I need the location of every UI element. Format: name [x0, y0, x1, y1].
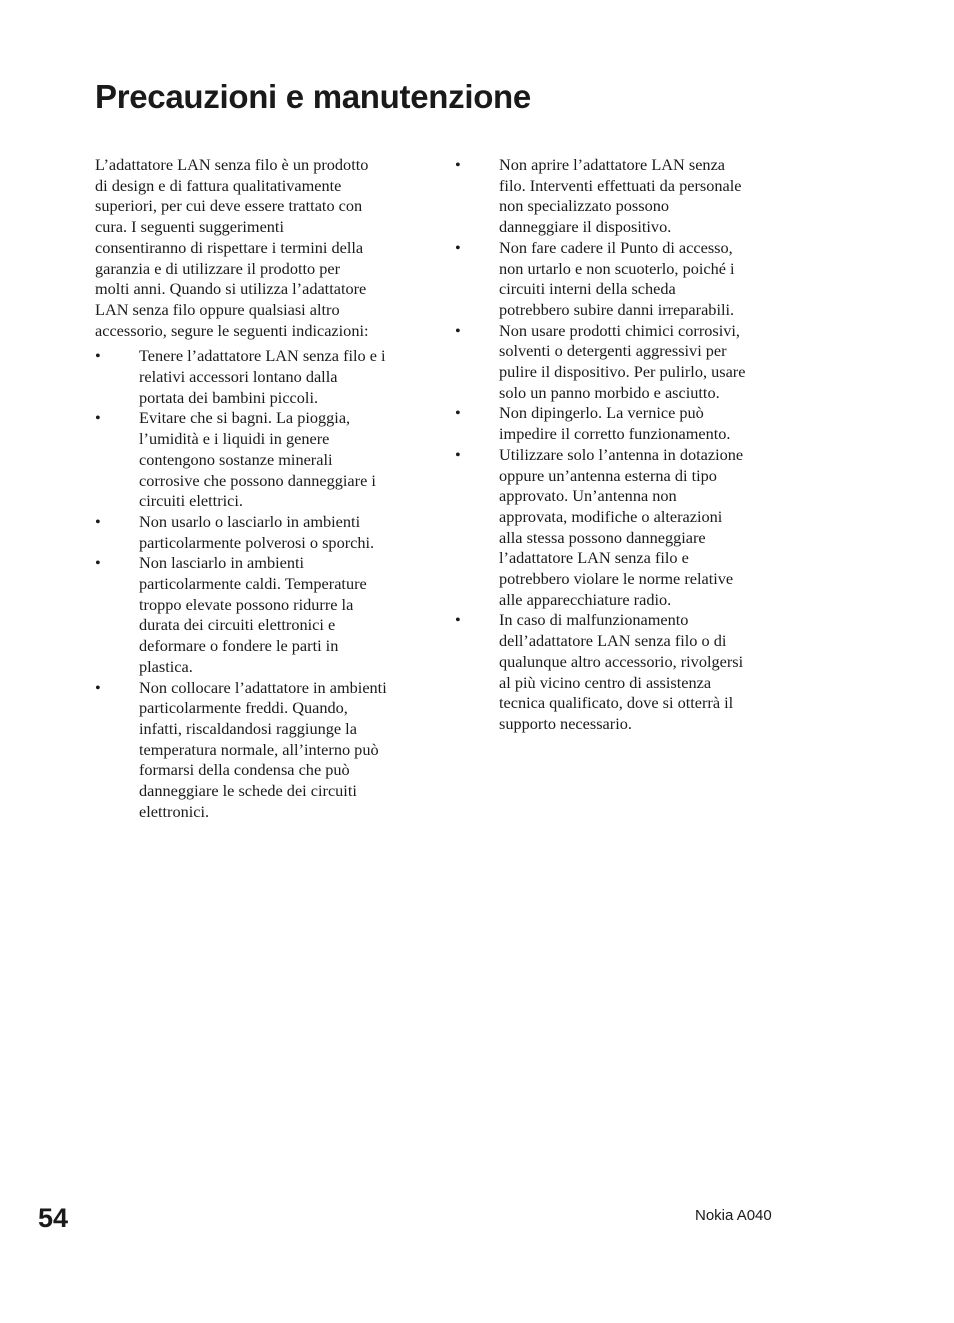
left-column [95, 155, 425, 823]
bullet-text: Non fare cadere il Punto di accesso, non urtarlo e non scuoterlo, poiché i circuiti interni della scheda potrebbero subire danni irreparabili. [499, 237, 735, 319]
bullet-icon: • [455, 320, 461, 340]
footer-product-name: Nokia A040 [695, 1207, 772, 1224]
bullet-item-service-center [455, 610, 785, 734]
bullet-text: Non usare prodotti chimici corrosivi, solventi o detergenti aggressivi per pulire il dispositivo. Per pulirlo, usare solo un panno morbido e asciutto. [499, 320, 746, 402]
bullet-item-do-not-paint [455, 403, 785, 444]
page-number: 54 [38, 1203, 69, 1233]
bullet-icon: • [455, 155, 461, 174]
bullet-icon: • [95, 677, 101, 697]
bullet-text: Non aprire l’adattatore LAN senza filo. Interventi effettuati da personale non specializzato possono danneggiare il dispositivo. [499, 155, 742, 237]
bullet-text: Evitare che si bagni. La pioggia, l’umidità e i liquidi in genere contengono sostanze minerali corrosive che possono danneggiare i circuiti elettrici. [139, 408, 376, 511]
bullet-icon: • [95, 553, 101, 573]
bullet-item-keep-away-from-children [95, 346, 425, 408]
bullet-icon: • [95, 511, 101, 531]
bullet-text: In caso di malfunzionamento dell’adattatore LAN senza filo o di qualunque altro accessorio, rivolgersi al più vicino centro di assistenza tecnica qualificato, dove si otterrà il supporto necessario. [499, 610, 744, 733]
bullet-item-avoid-dust [95, 512, 425, 553]
bullet-text: Non dipingerlo. La vernice può impedire il corretto funzionamento. [499, 403, 731, 444]
bullet-icon: • [455, 403, 461, 423]
right-bullet-list [455, 155, 785, 735]
bullet-icon: • [455, 237, 461, 257]
bullet-item-avoid-heat [95, 553, 425, 677]
bullet-item-approved-antenna [455, 445, 785, 611]
bullet-text: Non collocare l’adattatore in ambienti particolarmente freddi. Quando, infatti, riscaldandosi raggiunge la temperatura normale, all’interno può formarsi della condensa che può danneggiare le schede dei circuiti elettronici. [139, 677, 387, 821]
bullet-text: Non usarlo o lasciarlo in ambienti particolarmente polverosi o sporchi. [139, 511, 375, 552]
bullet-icon: • [455, 444, 461, 464]
bullet-text: Non lasciarlo in ambienti particolarmente caldi. Temperature troppo elevate possono ridurre la durata dei circuiti elettronici e deformare o fondere le parti in plastica. [139, 553, 367, 676]
bullet-icon: • [95, 346, 101, 366]
bullet-item-avoid-cold [95, 678, 425, 823]
bullet-item-avoid-water [95, 408, 425, 512]
page-title: Precauzioni e manutenzione [95, 78, 531, 115]
bullet-text: Utilizzare solo l’antenna in dotazione oppure un’antenna esterna di tipo approvato. Un’antenna non approvata, modifiche o alterazioni alla stessa possono danneggiare l’adattatore LAN senza filo e potrebbero violare le norme relative alle apparecchiature radio. [499, 444, 744, 609]
bullet-text: Tenere l’adattatore LAN senza filo e i relativi accessori lontano dalla portata dei bambini piccoli. [139, 346, 386, 407]
intro-paragraph: L’adattatore LAN senza filo è un prodotto di design e di fattura qualitativamente superiori, per cui deve essere trattato con cura. I seguenti suggerimenti consentiranno di rispettare i termini della garanzia e di utilizzare il prodotto per molti anni. Quando si utilizza l’adattatore LAN senza filo oppure qualsiasi altro accessorio, segure le seguenti indicazioni: [95, 155, 369, 340]
left-bullet-list [95, 346, 425, 822]
right-column [455, 155, 785, 735]
bullet-item-do-not-drop [455, 238, 785, 321]
bullet-item-do-not-open [455, 155, 785, 238]
bullet-item-no-chemicals [455, 321, 785, 404]
bullet-icon: • [95, 408, 101, 428]
bullet-icon: • [455, 610, 461, 630]
